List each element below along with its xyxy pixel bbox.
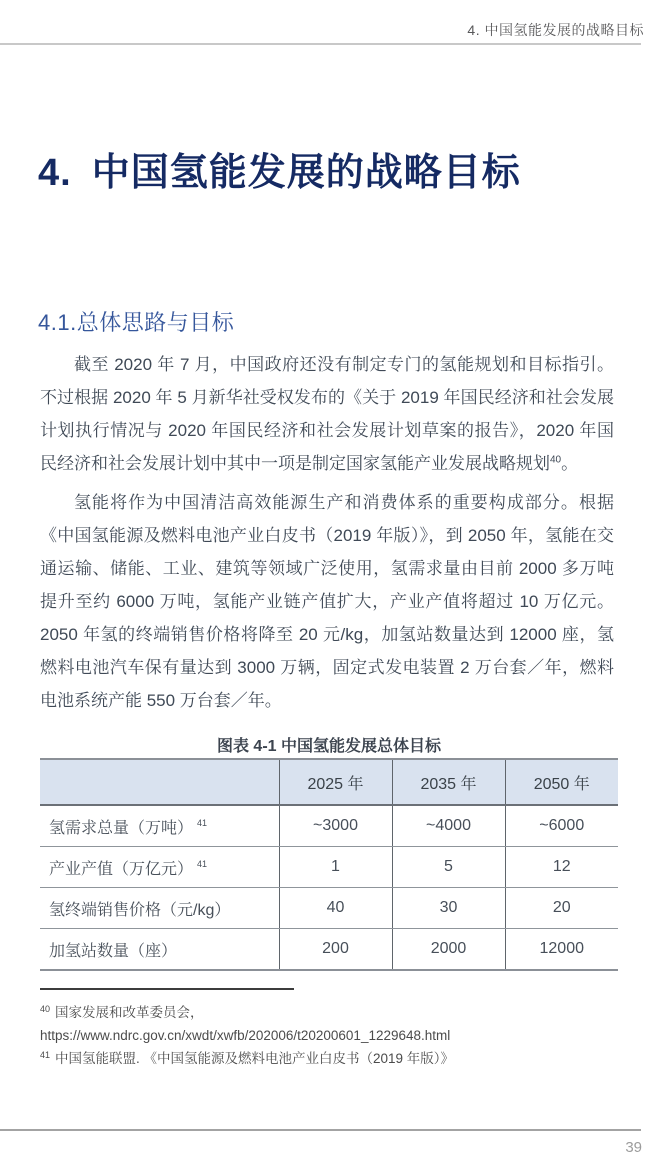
cell-value: 200 <box>279 929 392 971</box>
hydrogen-goals-table <box>40 758 618 971</box>
footnotes-block <box>40 1001 620 1070</box>
paragraph-1 <box>40 348 614 480</box>
row-label-text: 产业产值（万亿元） <box>49 860 194 878</box>
cell-value: 40 <box>279 888 392 929</box>
row-label-refueling-stations <box>40 929 279 971</box>
row-label-text: 加氢站数量（座） <box>49 942 178 960</box>
table-caption: 图表 4-1 中国氢能发展总体目标 <box>216 738 442 755</box>
row-label-hydrogen-demand <box>40 805 279 847</box>
cell-value: 12 <box>505 847 618 888</box>
cell-value: ~4000 <box>392 805 505 847</box>
table-row <box>40 929 618 971</box>
cell-value: ~6000 <box>505 805 618 847</box>
header-divider <box>0 43 641 45</box>
footer-divider <box>0 1129 641 1131</box>
footnote-41-text: 中国氢能联盟. 《中国氢能源及燃料电池产业白皮书（2019 年版）》 <box>55 1051 455 1066</box>
cell-value: 30 <box>392 888 505 929</box>
footnote-ref-40: 40 <box>550 454 562 466</box>
footnote-divider <box>40 988 294 990</box>
column-header-empty <box>40 759 279 805</box>
row-label-text: 氢终端销售价格（元/kg） <box>49 901 231 919</box>
row-label-terminal-price <box>40 888 279 929</box>
paragraph-1-tail: 。 <box>561 454 579 473</box>
row-label-text: 氢需求总量（万吨） <box>49 819 194 837</box>
footnote-40-url <box>40 1024 620 1047</box>
footnote-41 <box>40 1047 620 1070</box>
page-number: 39 <box>625 1139 642 1156</box>
footnote-40 <box>40 1001 620 1024</box>
footnote-40-marker: 40 <box>40 1003 51 1014</box>
column-header-2050: 2050 年 <box>505 759 618 805</box>
column-header-2025: 2025 年 <box>279 759 392 805</box>
cell-value: 12000 <box>505 929 618 971</box>
footnote-41-marker: 41 <box>40 1049 51 1060</box>
row-label-industry-output <box>40 847 279 888</box>
paragraph-1-text: 截至 2020 年 7 月，中国政府还没有制定专门的氢能规划和目标指引。不过根据 2020 年 5 月新华社受权发布的《关于 2019 年国民经济和社会发展计划执行情况与 2020 年国民经济和社会发展计划草案的报告》，2020 年国民经济和社会发展计划中其中一项是制定国家氢能产业发展战略规划 <box>40 355 614 473</box>
section-heading: 4.1.总体思路与目标 <box>38 310 235 335</box>
running-header: 4. 中国氢能发展的战略目标 <box>467 22 644 38</box>
footnote-ref-41: 41 <box>197 859 208 870</box>
cell-value: ~3000 <box>279 805 392 847</box>
cell-value: 2000 <box>392 929 505 971</box>
column-header-2035: 2035 年 <box>392 759 505 805</box>
table-header-row <box>40 759 618 805</box>
paragraph-2: 氢能将作为中国清洁高效能源生产和消费体系的重要构成部分。根据《中国氢能源及燃料电池产业白皮书（2019 年版）》，到 2050 年，氢能在交通运输、储能、工业、建筑等领域广泛使用，氢需求量由目前 2000 多万吨提升至约 6000 万吨，氢能产业链产值扩大，产业产值将超过 10 万亿元。2050 年氢的终端销售价格将降至 20 元/kg，加氢站数量达到 12000 座，氢燃料电池汽车保有量达到 3000 万辆，固定式发电装置 2 万台套／年，燃料电池系统产能 550 万台套／年。 <box>40 493 614 710</box>
table-row <box>40 847 618 888</box>
footnote-ref-41: 41 <box>197 818 208 829</box>
cell-value: 1 <box>279 847 392 888</box>
footnote-url-text: https://www.ndrc.gov.cn/xwdt/xwfb/202006/t20200601_1229648.html <box>40 1028 451 1043</box>
page-title: 4. 中国氢能发展的战略目标 <box>38 152 521 194</box>
table-row <box>40 888 618 929</box>
footnote-40-text: 国家发展和改革委员会， <box>55 1005 204 1020</box>
cell-value: 5 <box>392 847 505 888</box>
cell-value: 20 <box>505 888 618 929</box>
table-row <box>40 805 618 847</box>
